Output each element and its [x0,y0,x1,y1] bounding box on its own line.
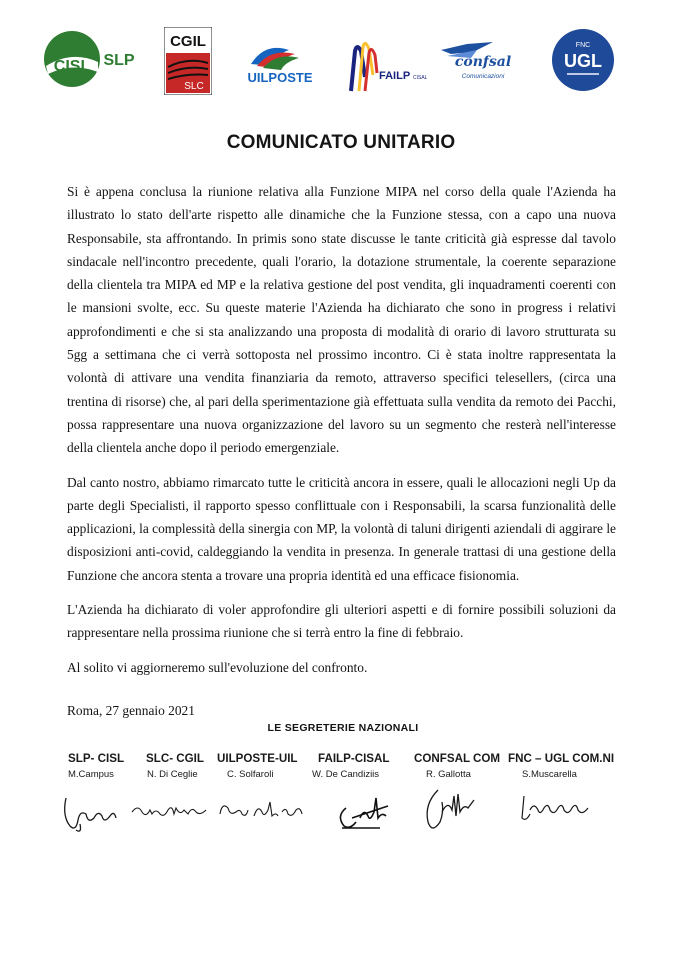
signatory-union: UILPOSTE-UIL [217,752,298,765]
cisl-slp-logo [42,28,140,90]
logo-text: FNC [575,42,591,49]
fnc-ugl-logo [551,27,615,93]
logo-text: CGIL [170,33,206,50]
signatory-name: S.Muscarella [522,769,577,780]
uilposte-logo [237,44,323,96]
signatory-name: C. Solfaroli [227,769,274,780]
failp-cisal-logo [345,37,427,95]
logo-text: UILPOSTE [247,70,313,85]
logo-text: SLC [184,81,204,92]
handwritten-signature [418,782,484,838]
signatory-union: SLC- CGIL [146,752,204,765]
signatory-name: R. Gallotta [426,769,471,780]
signatory-union: SLP- CISL [68,752,125,765]
cgil-slc-logo [164,27,212,95]
signatory-name: M.Campus [68,769,114,780]
handwritten-signature [216,798,308,824]
paragraph: Al solito vi aggiorneremo sull'evoluzione del confronto. [67,659,368,675]
signatory [414,752,500,780]
signatory [508,752,614,780]
logo-strip [0,0,682,110]
signatory-name: W. De Candiziis [312,769,380,780]
signatory-name: N. Di Ceglie [147,769,198,780]
document-title: COMUNICATO UNITARIO [226,132,456,153]
logo-text: UGL [564,51,602,71]
logo-text: confsal [454,54,512,70]
logo-text: CISAL [413,75,427,81]
signatory [312,752,390,780]
logo-text: Comunicazioni [461,73,505,80]
signatory [68,752,124,780]
signatory-union: FNC – UGL COM.NI [508,752,615,765]
signatory-union: CONFSAL COM [414,752,501,765]
logo-text: SLP [103,52,135,69]
confsal-comunicazioni-logo [437,40,521,84]
signatory [146,752,204,780]
signoff: LE SEGRETERIE NAZIONALI [267,722,419,734]
handwritten-signature [58,790,124,836]
handwritten-signature [334,788,392,834]
document-body [67,180,616,690]
signatories [0,752,682,862]
handwritten-signature [516,790,596,826]
paragraph: Dal canto nostro, abbiamo rimarcato tutte le criticità ancora in essere, quali le allocazioni negli Up da parte degli Specialisti, il rapporto spesso conflittuale con i Responsabili, la scarsa funzionalità delle applicazioni, la complessità della sinergia con MP, la volontà di taluni dirigenti aziendali di aggirare le disposizioni anti-covid, caldeggiando la vendita in presenza. In generale trattasi di una gestione della Funzione che ancora stenta a trovare una propria identità ed una efficace fisionomia. [67,474,616,583]
document-date: Roma, 27 gennaio 2021 [67,703,195,718]
signatory-union: FAILP-CISAL [318,752,390,765]
logo-text: CISL [53,58,91,75]
logo-text: FAILP [379,70,411,82]
handwritten-signature [128,800,210,824]
signatory [217,752,298,780]
paragraph: L'Azienda ha dichiarato di voler approfondire gli ulteriori aspetti e di fornire possibili soluzioni da rappresentare nella prossima riunione che si terrà entro la fine di febbraio. [67,602,616,641]
paragraph: Si è appena conclusa la riunione relativa alla Funzione MIPA nel corso della quale l'Azienda ha illustrato lo stato dell'arte rispetto alle dinamiche che la Funzione stessa, con a capo una nuova Responsabile, sta affrontando. In primis sono state discusse le tante criticità già espresse dal tavolo sindacale nell'incontro precedente, quali l'orario, la dotazione strumentale, la coerente separazione della clientela tra MIPA ed MP e la relativa gestione del post vendita, gli inquadramenti coerenti con le mansioni svolte, ecc. Su queste materie l'Azienda ha dichiarato che sono in progress i relativi approfondimenti e che si sta analizzando una proposta di modalità di orario di lavoro strutturata su 5gg a settimana che ci verrà sottoposta nel prossimo incontro. Ci è stata inoltre rappresentata la volontà di attivare una vendita finanziaria da remoto, attraverso specifici telesellers, (circa una trentina di risorse) che, al pari della sperimentazione già effettuata sulla vendita da remoto dei Pacchi, possa rappresentare una nuova organizzazione del lavoro su un segmento che resterà nell'interesse della clientela anche dopo il periodo emergenziale. [67,184,616,456]
